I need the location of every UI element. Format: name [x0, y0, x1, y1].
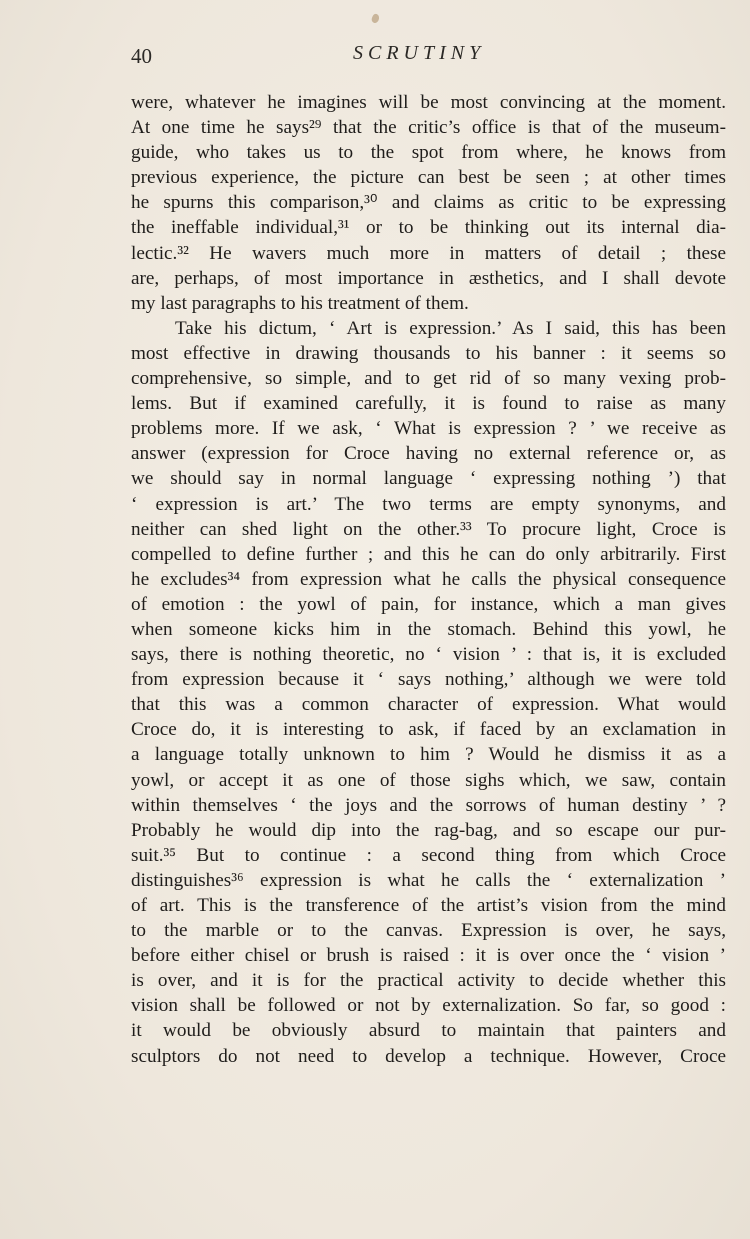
text-line: lectic.³² He wavers much more in matters of detail ; these	[131, 242, 726, 264]
text-line: he spurns this comparison,³⁰ and claims as critic to be expressing	[131, 192, 726, 214]
text-line: lems. But if examined carefully, it is found to raise as many	[131, 393, 726, 415]
text-line: we should say in normal language ‘ expressing nothing ’) that	[131, 468, 726, 490]
text-line: of art. This is the transference of the artist’s vision from the mind	[131, 895, 726, 916]
text-line: yowl, or accept it as one of those sighs which, we saw, contain	[131, 769, 726, 791]
text-line: previous experience, the picture can best be seen ; at other times	[131, 167, 726, 189]
text-line: most effective in drawing thousands to his banner : it seems so	[131, 342, 726, 364]
text-line: that this was a common character of expression. What would	[131, 694, 726, 716]
text-line: he excludes³⁴ from expression what he calls the physical consequence	[131, 568, 726, 590]
page-number: 40	[131, 44, 152, 68]
text-line: the ineffable individual,³¹ or to be thinking out its internal dia-	[131, 217, 726, 239]
text-line: within themselves ‘ the joys and the sorrows of human destiny ’ ?	[131, 794, 726, 816]
text-line: At one time he says²⁹ that the critic’s office is that of the museum-	[131, 117, 726, 139]
running-head: SCRUTINY	[353, 42, 486, 64]
text-line: comprehensive, so simple, and to get rid of so many vexing prob-	[131, 368, 726, 390]
text-line: a language totally unknown to him ? Would he dismiss it as a	[131, 744, 726, 766]
text-line: of emotion : the yowl of pain, for instance, which a man gives	[131, 593, 726, 615]
text-line: Probably he would dip into the rag-bag, and so escape our pur-	[131, 819, 726, 841]
text-line: are, perhaps, of most importance in æsthetics, and I shall devote	[131, 267, 726, 289]
text-line: Croce do, it is interesting to ask, if faced by an exclamation in	[131, 719, 726, 741]
text-line: says, there is nothing theoretic, no ‘ vision ’ : that is, it is excluded	[131, 644, 726, 666]
text-line: answer (expression for Croce having no external reference or, as	[131, 443, 726, 465]
ink-speck	[370, 13, 380, 24]
text-line: problems more. If we ask, ‘ What is expression ? ’ we receive as	[131, 418, 726, 440]
paragraph	[131, 316, 726, 1069]
text-line: suit.³⁵ But to continue : a second thing from which Croce	[131, 844, 726, 866]
text-line: from expression because it ‘ says nothing,’ although we were told	[131, 669, 726, 691]
text-line: guide, who takes us to the spot from where, he knows from	[131, 142, 726, 164]
text-line: ‘ expression is art.’ The two terms are empty synonyms, and	[131, 493, 726, 515]
text-line: before either chisel or brush is raised : it is over once the ‘ vision ’	[131, 945, 726, 967]
paragraph	[131, 90, 726, 316]
text-line: sculptors do not need to develop a technique. However, Croce	[131, 1045, 726, 1067]
text-line: my last paragraphs to his treatment of them.	[131, 292, 469, 314]
text-line: it would be obviously absurd to maintain that painters and	[131, 1020, 726, 1042]
text-line: neither can shed light on the other.³³ To procure light, Croce is	[131, 518, 726, 540]
text-line: vision shall be followed or not by externalization. So far, so good :	[131, 995, 726, 1017]
text-line: distinguishes³⁶ expression is what he calls the ‘ externalization ’	[131, 869, 726, 891]
text-line: when someone kicks him in the stomach. Behind this yowl, he	[131, 618, 726, 640]
text-line: were, whatever he imagines will be most convincing at the moment.	[131, 92, 726, 113]
body-text	[131, 90, 726, 1069]
page-header	[131, 40, 725, 76]
text-line: Take his dictum, ‘ Art is expression.’ As I said, this has been	[175, 317, 726, 339]
text-line: is over, and it is for the practical activity to decide whether this	[131, 970, 726, 992]
text-line: to the marble or to the canvas. Expression is over, he says,	[131, 920, 726, 942]
text-line: compelled to define further ; and this he can do only arbitrarily. First	[131, 543, 726, 565]
